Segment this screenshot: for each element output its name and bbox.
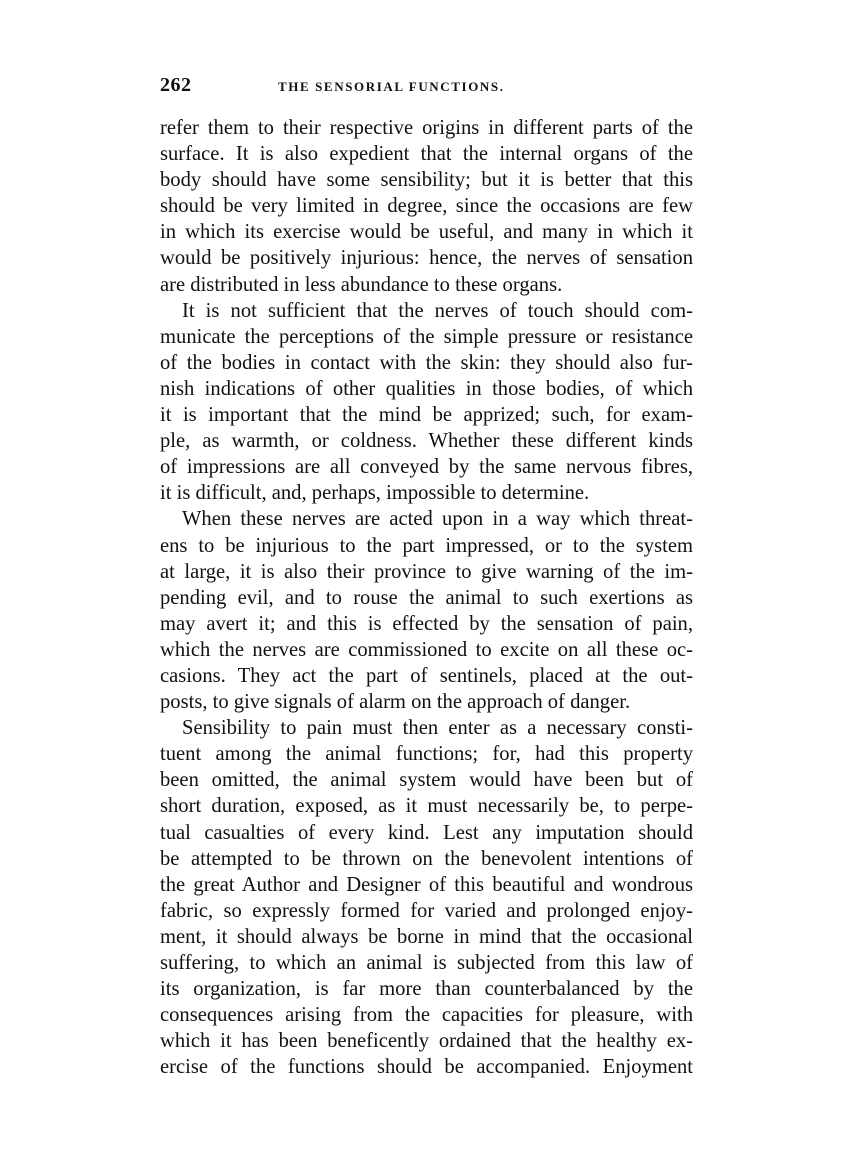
text-line: the great Author and Designer of this beautiful and wondrous (160, 873, 693, 896)
text-line: of impressions are all conveyed by the same nervous fibres, (160, 456, 693, 479)
text-line: tual casualties of every kind. Lest any imputation should (160, 821, 693, 844)
text-line: short duration, exposed, as it must necessarily be, to perpe- (160, 795, 693, 818)
text-line: ment, it should always be borne in mind that the occasional (160, 925, 693, 948)
text-line: in which its exercise would be useful, and many in which it (160, 221, 693, 244)
text-line: municate the perceptions of the simple pressure or resistance (160, 325, 693, 348)
text-line: suffering, to which an animal is subjected from this law of (160, 952, 693, 974)
text-line: When these nerves are acted upon in a way which threat- (182, 508, 693, 531)
text-line: been omitted, the animal system would have been but of (160, 769, 693, 792)
text-line: refer them to their respective origins in different parts of the (160, 117, 693, 139)
paragraph (160, 506, 693, 715)
running-head (160, 70, 693, 98)
text-line: posts, to give signals of alarm on the approach of danger. (160, 691, 631, 714)
text-line: are distributed in less abundance to these organs. (160, 273, 563, 296)
text-line: should be very limited in degree, since the occasions are few (160, 195, 693, 218)
paragraph (160, 715, 693, 1080)
text-line: at large, it is also their province to give warning of the im- (160, 560, 693, 583)
text-line: fabric, so expressly formed for varied and prolonged enjoy- (160, 899, 693, 922)
text-line: pending evil, and to rouse the animal to such exertions as (160, 586, 693, 609)
text-line: It is not sufficient that the nerves of touch should com- (182, 299, 693, 322)
text-line: be attempted to be thrown on the benevolent intentions of (160, 847, 693, 870)
running-title: THE SENSORIAL FUNCTIONS. (278, 79, 505, 94)
text-line: tuent among the animal functions; for, had this property (160, 743, 693, 766)
text-line: ens to be injurious to the part impressed, or to the system (160, 534, 693, 557)
text-line: surface. It is also expedient that the internal organs of the (160, 143, 693, 166)
text-line: casions. They act the part of sentinels, placed at the out- (160, 664, 693, 687)
book-page (160, 70, 693, 1080)
text-line: ple, as warmth, or coldness. Whether these different kinds (160, 430, 693, 453)
text-line: of the bodies in contact with the skin: they should also fur- (160, 351, 693, 374)
text-line: ercise of the functions should be accompanied. Enjoyment (160, 1056, 693, 1079)
page-number: 262 (160, 74, 192, 96)
text-line: which it has been beneficently ordained that the healthy ex- (160, 1030, 693, 1053)
text-line: Sensibility to pain must then enter as a necessary consti- (182, 717, 693, 740)
text-line: body should have some sensibility; but it is better that this (160, 169, 693, 192)
text-line: it is important that the mind be apprized; such, for exam- (160, 404, 693, 427)
text-line: nish indications of other qualities in those bodies, of which (160, 377, 693, 400)
paragraph (160, 298, 693, 507)
text-line: may avert it; and this is effected by the sensation of pain, (160, 612, 693, 635)
text-line: it is difficult, and, perhaps, impossible to determine. (160, 482, 590, 505)
text-line: its organization, is far more than counterbalanced by the (160, 978, 693, 1001)
text-line: consequences arising from the capacities for pleasure, with (160, 1004, 693, 1027)
text-line: would be positively injurious: hence, the nerves of sensation (160, 247, 693, 270)
body-text (160, 115, 693, 1080)
text-line: which the nerves are commissioned to excite on all these oc- (160, 638, 693, 661)
paragraph (160, 115, 693, 298)
